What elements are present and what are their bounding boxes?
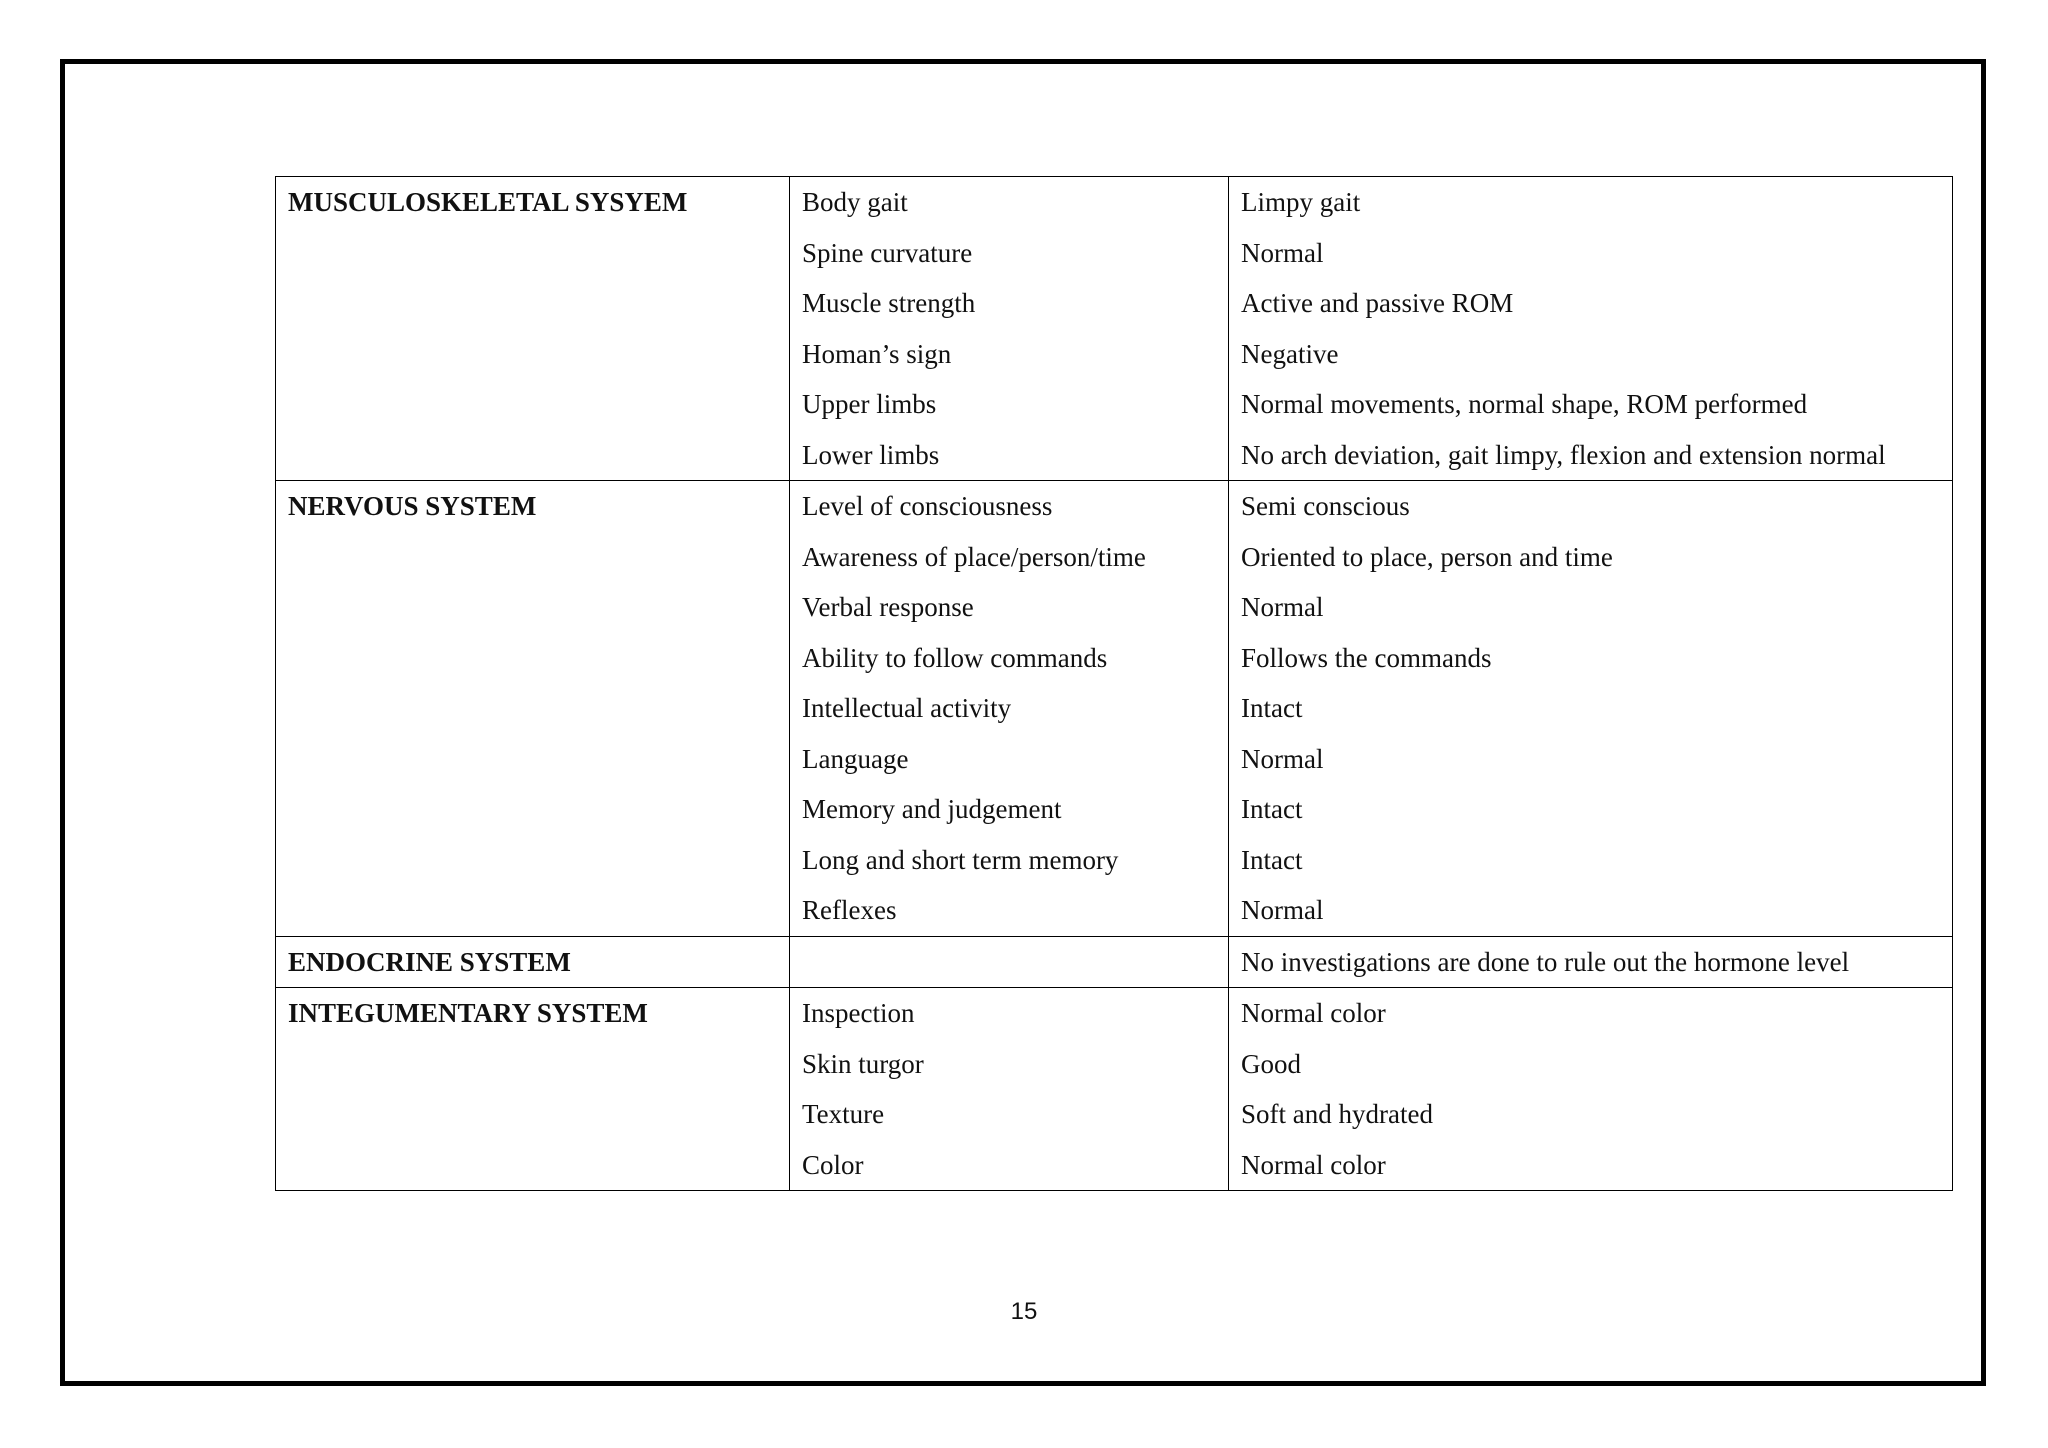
finding-item: Negative	[1241, 338, 1339, 369]
parameter-cell	[790, 988, 1229, 1191]
parameter-item: Reflexes	[802, 895, 897, 925]
table-row-nervous	[276, 481, 1953, 937]
finding-item: Soft and hydrated	[1241, 1099, 1433, 1129]
system-name: MUSCULOSKELETAL SYSYEM	[288, 187, 688, 217]
finding-item: Normal	[1241, 237, 1324, 268]
parameter-item: Body gait	[802, 187, 908, 217]
table-row-musculoskeletal	[276, 177, 1953, 481]
parameter-item: Spine curvature	[802, 237, 973, 268]
table-row-endocrine	[276, 936, 1953, 988]
parameter-item: Homan’s sign	[802, 338, 952, 369]
physical-examination-table	[275, 176, 1953, 1191]
system-name: NERVOUS SYSTEM	[288, 491, 537, 521]
parameter-item: Language	[802, 743, 909, 774]
system-cell	[276, 988, 790, 1191]
finding-item: Follows the commands	[1241, 642, 1492, 673]
parameter-item: Skin turgor	[802, 1048, 924, 1079]
parameter-item: Texture	[802, 1099, 885, 1129]
finding-item: Normal color	[1241, 998, 1386, 1028]
parameter-item: Awareness of place/person/time	[802, 541, 1146, 572]
parameter-item: Memory and judgement	[802, 794, 1062, 824]
parameter-item: Muscle strength	[802, 288, 976, 318]
finding-item: Limpy gait	[1241, 187, 1361, 217]
system-cell	[276, 936, 790, 988]
finding-item: Oriented to place, person and time	[1241, 541, 1613, 572]
parameter-item: Intellectual activity	[802, 693, 1012, 723]
table-row-integumentary	[276, 988, 1953, 1191]
finding-cell	[1229, 177, 1953, 481]
finding-item: Active and passive ROM	[1241, 288, 1514, 318]
parameter-item: Color	[802, 1149, 864, 1180]
system-cell	[276, 481, 790, 937]
system-cell	[276, 177, 790, 481]
finding-item: Intact	[1241, 693, 1303, 723]
finding-item: Normal color	[1241, 1149, 1386, 1180]
system-name: INTEGUMENTARY SYSTEM	[288, 998, 648, 1028]
parameter-cell	[790, 481, 1229, 937]
finding-item: Normal	[1241, 743, 1324, 774]
parameter-cell	[790, 177, 1229, 481]
finding-item: Normal	[1241, 592, 1324, 622]
parameter-item: Ability to follow commands	[802, 642, 1108, 673]
finding-item: No investigations are done to rule out the hormone level	[1241, 946, 1850, 977]
finding-item: Intact	[1241, 794, 1303, 824]
parameter-item: Lower limbs	[802, 439, 940, 470]
finding-item: Intact	[1241, 844, 1303, 875]
parameter-item: Level of consciousness	[802, 491, 1053, 521]
parameter-item: Upper limbs	[802, 389, 937, 419]
parameter-cell	[790, 936, 1229, 988]
finding-item: Good	[1241, 1048, 1301, 1079]
finding-item: Semi conscious	[1241, 491, 1410, 521]
finding-cell	[1229, 988, 1953, 1191]
finding-item: No arch deviation, gait limpy, flexion and extension normal	[1241, 439, 1886, 470]
finding-item: Normal movements, normal shape, ROM performed	[1241, 389, 1808, 419]
parameter-item: Long and short term memory	[802, 844, 1119, 875]
parameter-item: Inspection	[802, 998, 915, 1028]
parameter-item: Verbal response	[802, 592, 974, 622]
finding-cell	[1229, 481, 1953, 937]
finding-cell	[1229, 936, 1953, 988]
system-name: ENDOCRINE SYSTEM	[288, 946, 571, 977]
page-number: 15	[1010, 1298, 1038, 1325]
finding-item: Normal	[1241, 895, 1324, 925]
